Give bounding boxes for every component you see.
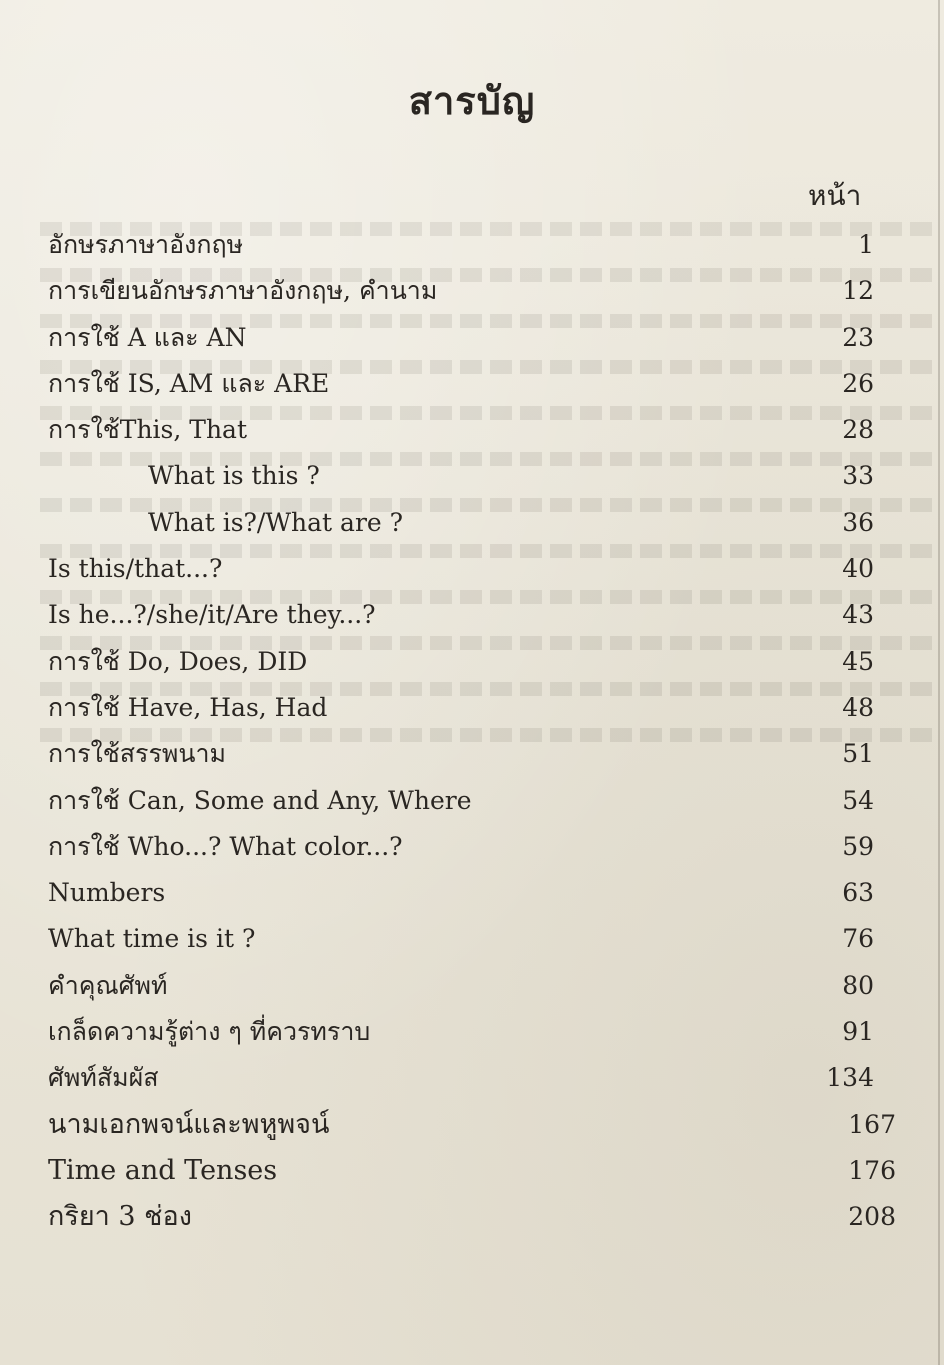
- toc-entry-label: ศัพท์สัมผัส: [48, 1063, 159, 1093]
- page-column-header: หน้า: [808, 179, 862, 212]
- toc-entry-page: 23: [842, 322, 874, 352]
- toc-entry-page: 45: [842, 646, 874, 676]
- toc-row: [0, 824, 944, 870]
- toc-row: [0, 778, 944, 824]
- toc-entry-page: 208: [848, 1202, 896, 1232]
- toc-entry-page: 54: [842, 785, 874, 815]
- toc-entry-page: 28: [842, 415, 874, 445]
- toc-entry-page: 36: [842, 507, 874, 537]
- toc-row-sub: [0, 500, 944, 546]
- toc-row: [0, 963, 944, 1009]
- toc-entry-page: 134: [826, 1063, 874, 1093]
- toc-row: [0, 685, 944, 731]
- toc-entry-label: การใช้ Have, Has, Had: [48, 692, 328, 722]
- toc-row: [0, 1055, 944, 1101]
- toc-row: [0, 361, 944, 407]
- toc-entry-label: การเขียนอักษรภาษาอังกฤษ, คำนาม: [48, 276, 438, 306]
- toc-entry-label: Is he...?/she/it/Are they...?: [48, 600, 376, 630]
- toc-row: [0, 1194, 944, 1240]
- toc-entry-label: นามเอกพจน์และพหูพจน์: [48, 1108, 330, 1140]
- toc-entry-label: การใช้This, That: [48, 415, 247, 445]
- toc-entry-page: 1: [858, 230, 874, 259]
- table-of-contents: [0, 222, 944, 1241]
- toc-row: [0, 1102, 944, 1148]
- toc-entry-page: 43: [842, 600, 874, 630]
- toc-entry-page: 176: [848, 1155, 896, 1185]
- toc-entry-label: กริยา 3 ช่อง: [48, 1201, 192, 1233]
- toc-row: [0, 870, 944, 916]
- toc-entry-page: 12: [842, 276, 874, 306]
- toc-entry-label: การใช้ IS, AM และ ARE: [48, 368, 330, 398]
- toc-entry-label: การใช้ A และ AN: [48, 322, 247, 352]
- toc-entry-label: การใช้ Who...? What color...?: [48, 831, 403, 861]
- toc-entry-page: 51: [842, 739, 874, 769]
- toc-row: [0, 1009, 944, 1055]
- page-title: สารบัญ: [408, 78, 536, 123]
- toc-entry-label: Numbers: [48, 878, 166, 908]
- toc-entry-page: 59: [842, 831, 874, 861]
- toc-entry-label: What time is it ?: [48, 924, 256, 954]
- toc-entry-page: 48: [842, 692, 874, 722]
- toc-row: [0, 916, 944, 962]
- toc-entry-page: 26: [842, 368, 874, 398]
- toc-row: [0, 1148, 944, 1194]
- toc-row: [0, 222, 944, 268]
- toc-entry-page: 40: [842, 554, 874, 584]
- toc-row: [0, 315, 944, 361]
- toc-row-sub: [0, 453, 944, 499]
- toc-entry-page: 91: [842, 1017, 874, 1047]
- toc-row: [0, 546, 944, 592]
- toc-entry-label: เกล็ดความรู้ต่าง ๆ ที่ควรทราบ: [48, 1017, 371, 1047]
- toc-entry-page: 63: [842, 878, 874, 908]
- toc-entry-page: 80: [842, 970, 874, 1000]
- toc-entry-label: Time and Tenses: [48, 1154, 278, 1186]
- toc-entry-label: คำคุณศัพท์: [48, 970, 168, 1000]
- toc-row: [0, 639, 944, 685]
- toc-entry-label: อักษรภาษาอังกฤษ: [48, 230, 244, 259]
- toc-row: [0, 731, 944, 777]
- toc-row: [0, 592, 944, 638]
- toc-entry-page: 76: [842, 924, 874, 954]
- toc-entry-label: การใช้ Can, Some and Any, Where: [48, 785, 472, 815]
- toc-entry-label: การใช้ Do, Does, DID: [48, 646, 308, 676]
- toc-entry-label: Is this/that...?: [48, 554, 223, 584]
- toc-entry-page: 33: [842, 461, 874, 491]
- toc-entry-label: What is this ?: [148, 461, 320, 491]
- toc-entry-label: การใช้สรรพนาม: [48, 739, 226, 769]
- toc-entry-page: 167: [848, 1109, 896, 1139]
- toc-row: [0, 407, 944, 453]
- toc-entry-label: What is?/What are ?: [148, 507, 404, 537]
- toc-row: [0, 268, 944, 314]
